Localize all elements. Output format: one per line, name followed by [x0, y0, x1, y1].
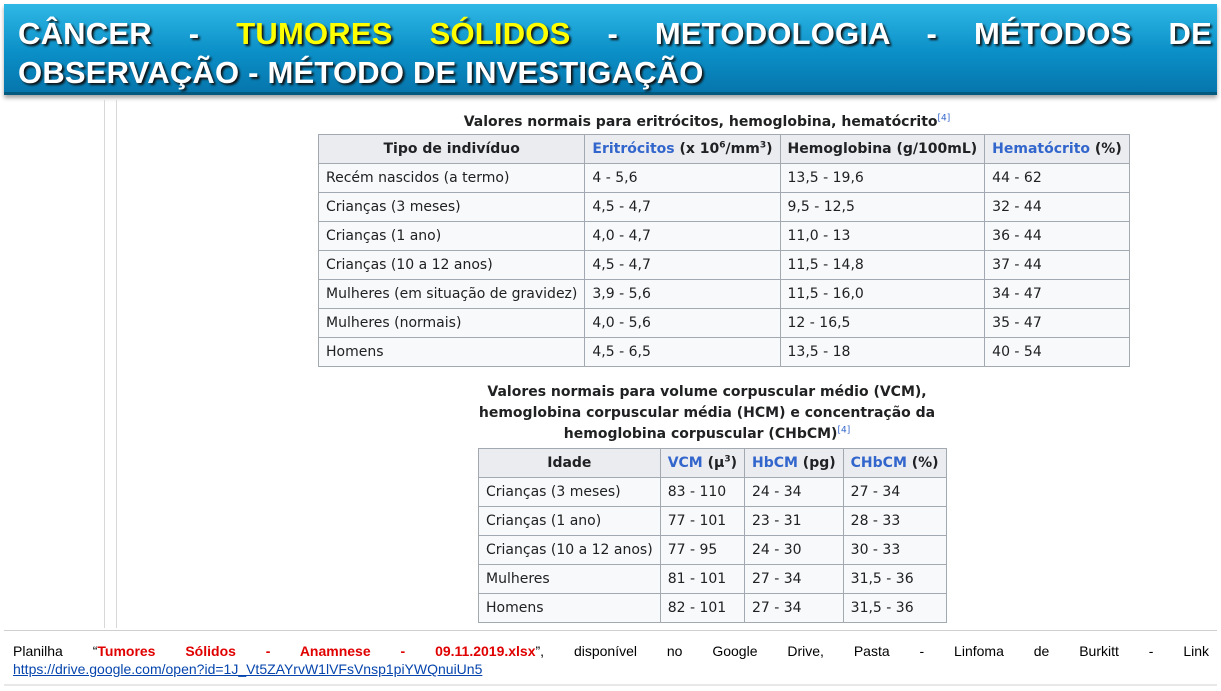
table-cell: 44 - 62: [985, 164, 1130, 193]
hematocrit-link[interactable]: Hematócrito: [992, 141, 1091, 157]
table-cell: 4,0 - 5,6: [585, 309, 780, 338]
table-cell: Crianças (3 meses): [479, 478, 661, 507]
table-cell: 32 - 44: [985, 193, 1130, 222]
table-cell: 4,5 - 4,7: [585, 193, 780, 222]
table-cell: 34 - 47: [985, 280, 1130, 309]
table-cell: 37 - 44: [985, 251, 1130, 280]
footer-divider: [4, 630, 1217, 631]
table-cell: Mulheres: [479, 565, 661, 594]
erythrocytes-unit: (x 10: [674, 141, 720, 157]
table-row: [479, 594, 947, 623]
footer-prefix: Planilha “: [13, 643, 98, 659]
table-cell: 27 - 34: [744, 565, 843, 594]
table-cell: 35 - 47: [985, 309, 1130, 338]
table-cell: 4,0 - 4,7: [585, 222, 780, 251]
table2-header-chbcm: [843, 449, 946, 478]
table-cell: 30 - 33: [843, 536, 946, 565]
bottom-divider: [4, 684, 1217, 686]
table-cell: 81 - 101: [660, 565, 744, 594]
table-cell: Crianças (10 a 12 anos): [319, 251, 585, 280]
table-cell: Homens: [479, 594, 661, 623]
table-cell: Mulheres (em situação de gravidez): [319, 280, 585, 309]
table-row: [319, 309, 1130, 338]
vcm-unit-exponent: 3: [724, 454, 731, 465]
table-cell: Crianças (1 ano): [479, 507, 661, 536]
table1-header-hemoglobin: [780, 135, 985, 164]
table2-header-row: [479, 449, 947, 478]
hbcm-unit: (pg): [797, 455, 836, 471]
table-cell: 77 - 101: [660, 507, 744, 536]
table-cell: 28 - 33: [843, 507, 946, 536]
table-cell: 4 - 5,6: [585, 164, 780, 193]
drive-link[interactable]: https://drive.google.com/open?id=1J_Vt5ZAYrvW1lVFsVnsp1piYWQnuiUn5: [13, 661, 483, 677]
table2-header-hbcm: [744, 449, 843, 478]
table-cell: 9,5 - 12,5: [780, 193, 985, 222]
table-row: [479, 565, 947, 594]
table-cell: 4,5 - 4,7: [585, 251, 780, 280]
vcm-unit: (μ: [702, 455, 725, 471]
table-row: [479, 478, 947, 507]
title-banner: [4, 4, 1217, 95]
document-border-inner: [116, 100, 117, 628]
table2-header-vcm: [660, 449, 744, 478]
table-cell: 27 - 34: [744, 594, 843, 623]
chbcm-unit: (%): [906, 455, 939, 471]
table-cell: 36 - 44: [985, 222, 1130, 251]
table2-caption-line-2: hemoglobina corpuscular média (HCM) e concentração da: [478, 405, 936, 421]
table-cell: 3,9 - 5,6: [585, 280, 780, 309]
erythrocytes-table: [318, 134, 1130, 367]
table2-header-age: Idade: [479, 449, 661, 478]
hemoglobin-link[interactable]: Hemoglobina: [787, 141, 892, 157]
table-row: [319, 251, 1130, 280]
table1-caption-text: Valores normais para eritrócitos, hemoglobina, hematócrito: [463, 114, 938, 130]
table-cell: 24 - 30: [744, 536, 843, 565]
footer-filename: Tumores Sólidos - Anamnese - 09.11.2019.xlsx: [97, 643, 536, 659]
hematocrit-unit: (%): [1090, 141, 1122, 157]
table-cell: 12 - 16,5: [780, 309, 985, 338]
erythrocytes-unit-mm: /mm: [725, 141, 760, 157]
table-cell: Crianças (10 a 12 anos): [479, 536, 661, 565]
table-cell: 4,5 - 6,5: [585, 338, 780, 367]
page-title: [18, 14, 1212, 92]
table-row: [479, 507, 947, 536]
chbcm-link[interactable]: CHbCM: [850, 455, 907, 471]
footer-suffix: ”, disponível no Google Drive, Pasta - Linfoma de Burkitt - Link: [535, 643, 1210, 659]
table2-caption-line-3-text: hemoglobina corpuscular (CHbCM): [563, 426, 838, 442]
table-row: [319, 164, 1130, 193]
erythrocytes-unit-exponent: 6: [719, 140, 726, 151]
vcm-link[interactable]: VCM: [667, 455, 703, 471]
table-cell: 23 - 31: [744, 507, 843, 536]
table-cell: 27 - 34: [843, 478, 946, 507]
table-cell: Crianças (3 meses): [319, 193, 585, 222]
table1-header-individual: Tipo de indivíduo: [319, 135, 585, 164]
hemoglobin-unit: (g/100mL): [891, 141, 978, 157]
table-cell: 11,5 - 14,8: [780, 251, 985, 280]
table-cell: 83 - 110: [660, 478, 744, 507]
table-row: [319, 338, 1130, 367]
table-cell: 31,5 - 36: [843, 594, 946, 623]
erythrocytes-unit-close: ): [766, 141, 773, 157]
table2-caption-line-3: [440, 424, 974, 445]
table-row: [319, 280, 1130, 309]
title-part-2: - METODOLOGIA - MÉTODOS DE OBSERVAÇÃO - MÉTODO DE INVESTIGAÇÃO: [18, 16, 1212, 90]
hbcm-link[interactable]: HbCM: [751, 455, 798, 471]
table1-header-hematocrit: [985, 135, 1130, 164]
table-cell: Mulheres (normais): [319, 309, 585, 338]
table2-caption-line-1: Valores normais para volume corpuscular médio (VCM),: [487, 384, 927, 400]
table-cell: 11,5 - 16,0: [780, 280, 985, 309]
table-row: [479, 536, 947, 565]
table-cell: 82 - 101: [660, 594, 744, 623]
table-cell: 13,5 - 18: [780, 338, 985, 367]
table-cell: 31,5 - 36: [843, 565, 946, 594]
erythrocytes-unit-exponent-2: 3: [759, 140, 767, 151]
table-cell: Recém nascidos (a termo): [319, 164, 585, 193]
table-cell: 11,0 - 13: [780, 222, 985, 251]
title-part-1: CÂNCER -: [18, 16, 237, 51]
table2-caption: [440, 382, 974, 445]
vcm-unit-close: ): [730, 455, 737, 471]
footer-source-note: [13, 642, 1209, 660]
table-row: [319, 222, 1130, 251]
table-cell: 24 - 34: [744, 478, 843, 507]
erythrocytes-link[interactable]: Eritrócitos: [592, 141, 675, 157]
table-cell: Homens: [319, 338, 585, 367]
table1-header-row: [319, 135, 1130, 164]
table1-header-erythrocytes: [585, 135, 780, 164]
table1-reference[interactable]: [4]: [937, 113, 951, 124]
table-cell: 40 - 54: [985, 338, 1130, 367]
corpuscular-indices-table: [478, 448, 947, 623]
document-border-left: [104, 100, 105, 628]
title-highlight: TUMORES SÓLIDOS: [236, 16, 571, 51]
table2-reference[interactable]: [4]: [837, 425, 851, 436]
table1-caption: [318, 112, 1096, 133]
table-cell: Crianças (1 ano): [319, 222, 585, 251]
table-cell: 13,5 - 19,6: [780, 164, 985, 193]
table-cell: 77 - 95: [660, 536, 744, 565]
table-row: [319, 193, 1130, 222]
